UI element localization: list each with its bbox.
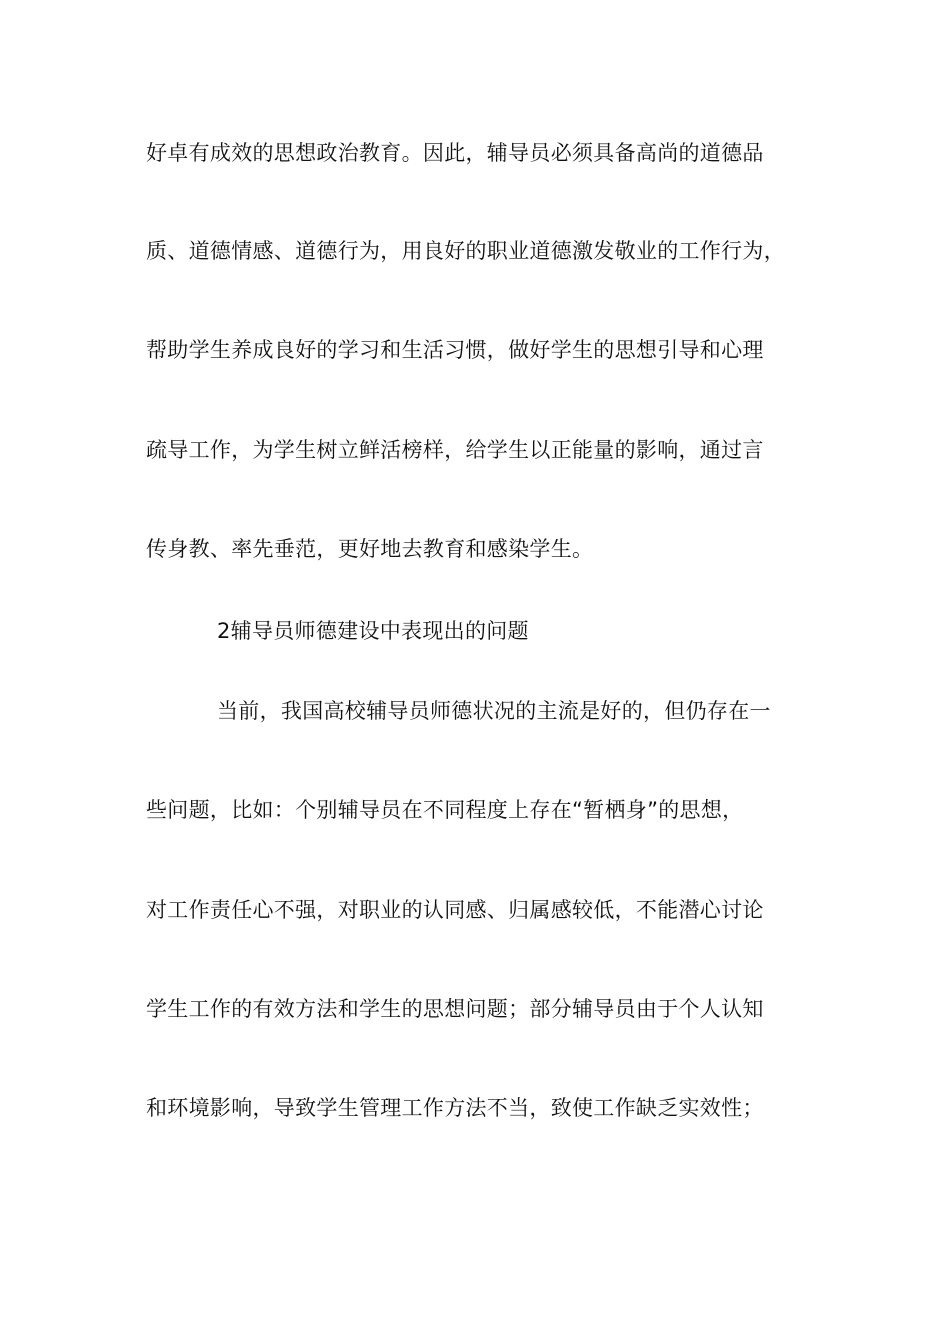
text-line: 疏导工作，为学生树立鲜活榜样，给学生以正能量的影响，通过言 [146,438,764,462]
text-line: 好卓有成效的思想政治教育。因此，辅导员必须具备高尚的道德品 [146,141,764,165]
text-line: 帮助学生养成良好的学习和生活习惯，做好学生的思想引导和心理 [146,338,764,362]
text-line: 和环境影响，导致学生管理工作方法不当，致使工作缺乏实效性； [146,1096,764,1120]
text-line: 些问题，比如：个别辅导员在不同程度上存在“暂栖身”的思想， [146,798,744,822]
text-line: 学生工作的有效方法和学生的思想问题；部分辅导员由于个人认知 [146,997,764,1021]
text-line: 传身教、率先垂范，更好地去教育和感染学生。 [146,537,594,561]
text-line: 当前，我国高校辅导员师德状况的主流是好的，但仍存在一 [217,699,771,723]
text-line: 质、道德情感、道德行为，用良好的职业道德激发敬业的工作行为， [146,239,785,263]
section-heading: 2辅导员师德建设中表现出的问题 [217,619,529,643]
text-line: 对工作责任心不强，对职业的认同感、归属感较低，不能潜心讨论 [146,898,764,922]
